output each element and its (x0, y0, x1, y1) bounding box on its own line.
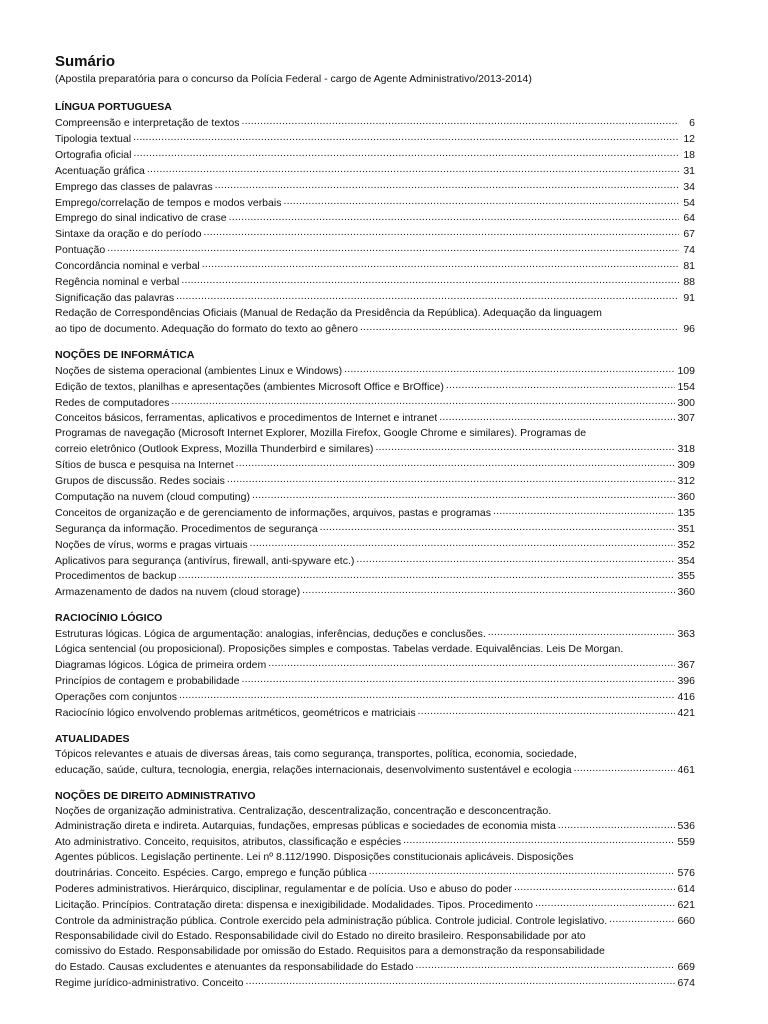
toc-entry (55, 179, 695, 195)
dot-leader (133, 147, 679, 158)
toc-entry (55, 689, 695, 705)
page-number: 559 (677, 836, 695, 849)
page-number: 621 (677, 898, 695, 911)
toc-entry (55, 115, 695, 131)
page-number: 12 (683, 132, 695, 145)
toc-entry-text: Conceitos de organização e de gerenciamento de informações, arquivos, pastas e programas (55, 506, 492, 519)
toc-entry (55, 626, 695, 642)
toc-entry-text: Ato administrativo. Conceito, requisitos, atributos, classificação e espécies (55, 836, 402, 849)
toc-entry-text: Controle da administração pública. Controle exercido pela administração pública. Controle judicial. Controle legislativo. (55, 914, 608, 927)
toc-entry (55, 210, 695, 226)
page-number: 81 (683, 260, 695, 273)
section-heading: RACIOCÍNIO LÓGICO (55, 612, 163, 625)
page-number: 154 (677, 380, 695, 393)
toc-entry (55, 584, 695, 600)
toc-entry-text: correio eletrônico (Outlook Express, Mozilla Thunderbird e similares) (55, 443, 374, 456)
toc-entry (55, 642, 695, 673)
toc-entry-text: Responsabilidade civil do Estado. Responsabilidade civil do Estado no direito brasileiro. Responsabilidade por ato (55, 929, 586, 942)
toc-entry (55, 226, 695, 242)
toc-entry-text: Licitação. Princípios. Contratação direta: dispensa e inexigibilidade. Modalidades. Tipos. Procedimento (55, 898, 534, 911)
dot-leader (250, 537, 676, 548)
toc-entry-text: comissivo do Estado. Responsabilidade por omissão do Estado. Requisitos para a demonstração da responsabilidade (55, 944, 605, 957)
toc-entry-text: Acentuação gráfica (55, 164, 145, 177)
toc-entry-text: Diagramas lógicos. Lógica de primeira ordem (55, 659, 267, 672)
toc-entry (55, 673, 695, 689)
dot-leader (133, 131, 679, 142)
dot-leader (535, 897, 675, 908)
toc-entry (55, 850, 695, 881)
dot-leader (375, 441, 675, 452)
toc-entry-text: educação, saúde, cultura, tecnologia, energia, relações internacionais, desenvolvimento sustentável e ecologia (55, 763, 572, 776)
dot-leader (107, 242, 679, 253)
toc-entry-text: Armazenamento de dados na nuvem (cloud storage) (55, 586, 301, 599)
toc-entry-text: Tipologia textual (55, 132, 132, 145)
toc-entry-text: Significação das palavras (55, 291, 175, 304)
toc-entry-text: Sintaxe da oração e do período (55, 228, 202, 241)
dot-leader (181, 274, 679, 285)
toc-entry-text: Grupos de discussão. Redes sociais (55, 475, 225, 488)
toc-section (55, 100, 695, 337)
dot-leader (227, 473, 676, 484)
toc-entry-text: ao tipo de documento. Adequação do formato do texto ao gênero (55, 322, 358, 335)
toc-entry-text: Agentes públicos. Legislação pertinente. Lei nº 8.112/1990. Disposições constitucionais aplicáveis. Disposições (55, 851, 574, 864)
dot-leader (320, 521, 676, 532)
page-number: 674 (677, 976, 695, 989)
toc-entry-text: Aplicativos para segurança (antivírus, firewall, anti-spyware etc.) (55, 554, 355, 567)
section-heading: NOÇÕES DE DIREITO ADMINISTRATIVO (55, 789, 256, 802)
toc-entry-text: Concordância nominal e verbal (55, 260, 200, 273)
toc-entry-text: Compreensão e interpretação de textos (55, 117, 240, 129)
page-number: 31 (683, 164, 695, 177)
page-number: 318 (677, 443, 695, 456)
dot-leader (241, 673, 675, 684)
page-number: 360 (677, 490, 695, 503)
page-number: 309 (677, 459, 695, 472)
page-number: 54 (683, 196, 695, 209)
page-number: 360 (677, 586, 695, 599)
page-number: 355 (677, 570, 695, 583)
toc-entry (55, 131, 695, 147)
page-number: 91 (683, 291, 695, 304)
page-number: 307 (677, 412, 695, 425)
dot-leader (202, 258, 679, 269)
dot-leader (493, 505, 675, 516)
toc-entry (55, 163, 695, 179)
toc-entry (55, 568, 695, 584)
page-number: 135 (677, 506, 695, 519)
toc-entry-text: Administração direta e indireta. Autarquias, fundações, empresas públicas e sociedades de economia mista (55, 820, 556, 833)
toc-entry (55, 363, 695, 379)
toc-entry (55, 426, 695, 457)
toc-entry-text: Segurança da informação. Procedimentos de segurança (55, 522, 318, 535)
toc-entry (55, 379, 695, 395)
toc-entry (55, 975, 695, 991)
toc-entry (55, 913, 695, 929)
toc-entry (55, 705, 695, 721)
toc-entry-text: doutrinárias. Conceito. Espécies. Cargo, emprego e função pública (55, 867, 367, 880)
toc-entry-text: Lógica sentencial (ou proposicional). Proposições simples e compostas. Tabelas verdade. Equivalências. Leis De Morgan. (55, 643, 624, 656)
toc-entry-text: Emprego/correlação de tempos e modos verbais (55, 196, 282, 209)
dot-leader (360, 321, 679, 332)
toc-section (55, 789, 695, 991)
toc-entry-text: Edição de textos, planilhas e apresentações (ambientes Microsoft Office e BrOffice) (55, 380, 444, 393)
toc-entry (55, 521, 695, 537)
toc-entry (55, 897, 695, 913)
toc-entry (55, 147, 695, 163)
section-heading: NOÇÕES DE INFORMÁTICA (55, 348, 195, 361)
page-number: 88 (683, 276, 695, 289)
page-number: 109 (677, 364, 695, 377)
page-number: 660 (677, 914, 695, 927)
dot-leader (241, 115, 679, 126)
dot-leader (252, 489, 676, 500)
toc-entry-text: Tópicos relevantes e atuais de diversas áreas, tais como segurança, transportes, política, economia, sociedade, (55, 747, 577, 760)
page-number: 96 (683, 322, 695, 335)
page-number: 354 (677, 554, 695, 567)
dot-leader (302, 584, 675, 595)
page-number: 396 (677, 675, 695, 687)
dot-leader (415, 959, 675, 970)
toc-entry (55, 747, 695, 778)
toc-entry-text: Operações com conjuntos (55, 690, 177, 703)
toc-entry (55, 457, 695, 473)
toc-entry-text: Redes de computadores (55, 396, 170, 409)
toc-entry (55, 505, 695, 521)
toc-entry (55, 473, 695, 489)
toc-entry (55, 258, 695, 274)
dot-leader (488, 626, 676, 637)
page-number: 352 (677, 538, 695, 551)
toc-entry-text: Pontuação (55, 244, 106, 257)
toc-entry-text: do Estado. Causas excludentes e atenuantes da responsabilidade do Estado (55, 960, 414, 973)
toc-section (55, 732, 695, 778)
page-number: 416 (677, 690, 695, 703)
page-number: 669 (677, 960, 695, 973)
toc-entry (55, 881, 695, 897)
toc-entry-text: Ortografia oficial (55, 148, 132, 161)
toc-entry-text: Procedimentos de backup (55, 570, 177, 583)
page-number: 576 (677, 867, 695, 880)
section-heading: LÍNGUA PORTUGUESA (55, 101, 172, 113)
dot-leader (246, 975, 676, 986)
toc-entry (55, 290, 695, 306)
toc-entry (55, 553, 695, 569)
page-number: 363 (677, 628, 695, 641)
toc-entry-text: Raciocínio lógico envolvendo problemas aritméticos, geométricos e matriciais (55, 706, 416, 719)
toc-entry-text: Noções de organização administrativa. Centralização, descentralização, concentração e desconcentração. (55, 804, 552, 817)
toc-entry-text: Conceitos básicos, ferramentas, aplicativos e procedimentos de Internet e intranet (55, 412, 438, 425)
toc-entry-text: Regência nominal e verbal (55, 276, 180, 289)
toc-entry (55, 489, 695, 505)
toc-entry-text: Computação na nuvem (cloud computing) (55, 490, 250, 503)
section-heading: ATUALIDADES (55, 732, 130, 745)
toc-entry (55, 804, 695, 835)
toc-entry-text: Noções de sistema operacional (ambientes Linux e Windows) (55, 364, 343, 377)
toc-entry (55, 834, 695, 850)
toc-entry-text: Poderes administrativos. Hierárquico, disciplinar, regulamentar e de polícia. Uso e abuso do poder (55, 883, 512, 896)
toc-entry-text: Emprego do sinal indicativo de crase (55, 212, 227, 225)
dot-leader (418, 705, 676, 716)
page-number: 614 (677, 883, 695, 896)
dot-leader (356, 553, 675, 564)
page-number: 312 (677, 475, 695, 488)
page-number: 6 (689, 117, 695, 129)
dot-leader (176, 290, 679, 301)
dot-leader (283, 195, 679, 206)
toc-entry-text: Princípios de contagem e probabilidade (55, 675, 240, 687)
page-subtitle: (Apostila preparatória para o concurso da Polícia Federal - cargo de Agente Administrativo/2013-2014) (55, 73, 532, 85)
toc-entry-text: Programas de navegação (Microsoft Internet Explorer, Mozilla Firefox, Google Chrome e similares). Programas de (55, 427, 587, 440)
dot-leader (204, 226, 679, 237)
dot-leader (171, 395, 675, 406)
toc-entry-text: Emprego das classes de palavras (55, 180, 213, 193)
page-number: 367 (677, 659, 695, 672)
dot-leader (147, 163, 679, 174)
dot-leader (446, 379, 676, 390)
dot-leader (574, 762, 676, 773)
dot-leader (215, 179, 679, 190)
page-number: 34 (683, 180, 695, 193)
toc-entry-text: Estruturas lógicas. Lógica de argumentação: analogias, inferências, deduções e conclusões. (55, 628, 486, 641)
toc-entry-text: Regime jurídico-administrativo. Conceito (55, 976, 244, 989)
page-title: Sumário (55, 53, 116, 70)
toc-entry (55, 537, 695, 553)
dot-leader (369, 865, 676, 876)
toc-entry (55, 929, 695, 975)
toc-section (55, 611, 695, 720)
toc-entry (55, 306, 695, 337)
table-of-contents (55, 52, 695, 1001)
toc-entry (55, 242, 695, 258)
dot-leader (236, 457, 676, 468)
toc-entry (55, 195, 695, 211)
page-number: 18 (683, 148, 695, 161)
page-number: 461 (677, 763, 695, 776)
page-number: 351 (677, 522, 695, 535)
dot-leader (229, 210, 679, 221)
page-number: 67 (683, 228, 695, 241)
toc-entry-text: Redação de Correspondências Oficiais (Manual de Redação da Presidência da República). Adequação da linguagem (55, 306, 602, 319)
page-number: 64 (683, 212, 695, 225)
dot-leader (609, 913, 675, 924)
page-number: 300 (677, 396, 695, 409)
dot-leader (439, 410, 675, 421)
dot-leader (344, 363, 675, 374)
page-number: 421 (677, 706, 695, 719)
toc-section (55, 348, 695, 601)
sections-container (55, 100, 695, 990)
toc-entry-text: Sítios de busca e pesquisa na Internet (55, 459, 234, 472)
page-number: 536 (677, 820, 695, 833)
dot-leader (179, 689, 675, 700)
dot-leader (514, 881, 675, 892)
page-number: 74 (683, 244, 695, 257)
dot-leader (178, 568, 675, 579)
dot-leader (558, 818, 676, 829)
dot-leader (403, 834, 675, 845)
toc-entry (55, 274, 695, 290)
dot-leader (268, 657, 675, 668)
toc-entry (55, 395, 695, 411)
toc-entry (55, 410, 695, 426)
toc-entry-text: Noções de vírus, worms e pragas virtuais (55, 538, 248, 551)
